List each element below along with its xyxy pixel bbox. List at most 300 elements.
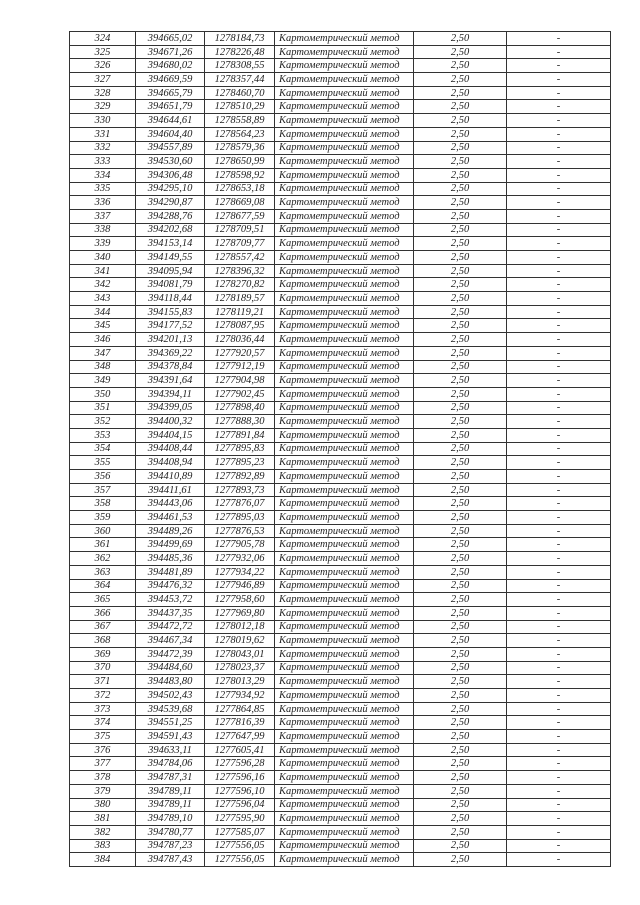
y-coordinate-cell: 1277932,06 xyxy=(205,552,275,566)
x-coordinate-cell: 394288,76 xyxy=(136,209,205,223)
accuracy-cell: 2,50 xyxy=(414,45,507,59)
description-cell: - xyxy=(507,743,611,757)
table-row xyxy=(70,305,611,319)
accuracy-cell: 2,50 xyxy=(414,675,507,689)
table-row xyxy=(70,209,611,223)
table-row xyxy=(70,374,611,388)
description-cell: - xyxy=(507,237,611,251)
method-cell: Картометрический метод xyxy=(275,278,414,292)
y-coordinate-cell: 1278460,70 xyxy=(205,86,275,100)
description-cell: - xyxy=(507,606,611,620)
accuracy-cell: 2,50 xyxy=(414,538,507,552)
point-number-cell: 329 xyxy=(70,100,136,114)
accuracy-cell: 2,50 xyxy=(414,620,507,634)
accuracy-cell: 2,50 xyxy=(414,825,507,839)
point-number-cell: 362 xyxy=(70,552,136,566)
table-row xyxy=(70,689,611,703)
y-coordinate-cell: 1278653,18 xyxy=(205,182,275,196)
point-number-cell: 355 xyxy=(70,456,136,470)
y-coordinate-cell: 1277876,07 xyxy=(205,497,275,511)
table-row xyxy=(70,196,611,210)
point-number-cell: 358 xyxy=(70,497,136,511)
y-coordinate-cell: 1277946,89 xyxy=(205,579,275,593)
table-row xyxy=(70,73,611,87)
x-coordinate-cell: 394306,48 xyxy=(136,168,205,182)
method-cell: Картометрический метод xyxy=(275,32,414,46)
point-number-cell: 371 xyxy=(70,675,136,689)
accuracy-cell: 2,50 xyxy=(414,86,507,100)
method-cell: Картометрический метод xyxy=(275,442,414,456)
accuracy-cell: 2,50 xyxy=(414,346,507,360)
x-coordinate-cell: 394484,60 xyxy=(136,661,205,675)
y-coordinate-cell: 1278012,18 xyxy=(205,620,275,634)
table-row xyxy=(70,237,611,251)
y-coordinate-cell: 1277905,78 xyxy=(205,538,275,552)
x-coordinate-cell: 394476,32 xyxy=(136,579,205,593)
accuracy-cell: 2,50 xyxy=(414,237,507,251)
accuracy-cell: 2,50 xyxy=(414,456,507,470)
accuracy-cell: 2,50 xyxy=(414,524,507,538)
x-coordinate-cell: 394410,89 xyxy=(136,470,205,484)
table-row xyxy=(70,127,611,141)
y-coordinate-cell: 1277969,80 xyxy=(205,606,275,620)
description-cell: - xyxy=(507,538,611,552)
method-cell: Картометрический метод xyxy=(275,155,414,169)
accuracy-cell: 2,50 xyxy=(414,593,507,607)
x-coordinate-cell: 394651,79 xyxy=(136,100,205,114)
x-coordinate-cell: 394472,72 xyxy=(136,620,205,634)
point-number-cell: 349 xyxy=(70,374,136,388)
description-cell: - xyxy=(507,784,611,798)
point-number-cell: 374 xyxy=(70,716,136,730)
table-row xyxy=(70,346,611,360)
description-cell: - xyxy=(507,333,611,347)
x-coordinate-cell: 394408,44 xyxy=(136,442,205,456)
accuracy-cell: 2,50 xyxy=(414,401,507,415)
accuracy-cell: 2,50 xyxy=(414,415,507,429)
method-cell: Картометрический метод xyxy=(275,757,414,771)
method-cell: Картометрический метод xyxy=(275,415,414,429)
table-row xyxy=(70,812,611,826)
accuracy-cell: 2,50 xyxy=(414,661,507,675)
method-cell: Картометрический метод xyxy=(275,565,414,579)
point-number-cell: 361 xyxy=(70,538,136,552)
y-coordinate-cell: 1277902,45 xyxy=(205,387,275,401)
description-cell: - xyxy=(507,511,611,525)
x-coordinate-cell: 394481,89 xyxy=(136,565,205,579)
method-cell: Картометрический метод xyxy=(275,251,414,265)
x-coordinate-cell: 394671,26 xyxy=(136,45,205,59)
x-coordinate-cell: 394680,02 xyxy=(136,59,205,73)
x-coordinate-cell: 394789,10 xyxy=(136,812,205,826)
description-cell: - xyxy=(507,702,611,716)
table-row xyxy=(70,634,611,648)
description-cell: - xyxy=(507,278,611,292)
method-cell: Картометрический метод xyxy=(275,73,414,87)
method-cell: Картометрический метод xyxy=(275,182,414,196)
accuracy-cell: 2,50 xyxy=(414,716,507,730)
method-cell: Картометрический метод xyxy=(275,593,414,607)
accuracy-cell: 2,50 xyxy=(414,470,507,484)
method-cell: Картометрический метод xyxy=(275,606,414,620)
point-number-cell: 373 xyxy=(70,702,136,716)
y-coordinate-cell: 1277898,40 xyxy=(205,401,275,415)
y-coordinate-cell: 1277895,03 xyxy=(205,511,275,525)
x-coordinate-cell: 394177,52 xyxy=(136,319,205,333)
x-coordinate-cell: 394202,68 xyxy=(136,223,205,237)
method-cell: Картометрический метод xyxy=(275,428,414,442)
y-coordinate-cell: 1278709,77 xyxy=(205,237,275,251)
table-row xyxy=(70,470,611,484)
table-row xyxy=(70,743,611,757)
point-number-cell: 325 xyxy=(70,45,136,59)
x-coordinate-cell: 394437,35 xyxy=(136,606,205,620)
description-cell: - xyxy=(507,771,611,785)
point-number-cell: 338 xyxy=(70,223,136,237)
x-coordinate-cell: 394485,36 xyxy=(136,552,205,566)
table-row xyxy=(70,853,611,867)
x-coordinate-cell: 394155,83 xyxy=(136,305,205,319)
method-cell: Картометрический метод xyxy=(275,538,414,552)
accuracy-cell: 2,50 xyxy=(414,730,507,744)
accuracy-cell: 2,50 xyxy=(414,278,507,292)
table-row xyxy=(70,825,611,839)
x-coordinate-cell: 394784,06 xyxy=(136,757,205,771)
point-number-cell: 366 xyxy=(70,606,136,620)
description-cell: - xyxy=(507,59,611,73)
description-cell: - xyxy=(507,620,611,634)
x-coordinate-cell: 394399,05 xyxy=(136,401,205,415)
method-cell: Картометрический метод xyxy=(275,360,414,374)
y-coordinate-cell: 1278308,55 xyxy=(205,59,275,73)
table-row xyxy=(70,182,611,196)
method-cell: Картометрический метод xyxy=(275,305,414,319)
y-coordinate-cell: 1278013,29 xyxy=(205,675,275,689)
x-coordinate-cell: 394153,14 xyxy=(136,237,205,251)
point-number-cell: 363 xyxy=(70,565,136,579)
description-cell: - xyxy=(507,839,611,853)
method-cell: Картометрический метод xyxy=(275,237,414,251)
y-coordinate-cell: 1277585,07 xyxy=(205,825,275,839)
y-coordinate-cell: 1278119,21 xyxy=(205,305,275,319)
y-coordinate-cell: 1278677,59 xyxy=(205,209,275,223)
point-number-cell: 356 xyxy=(70,470,136,484)
table-row xyxy=(70,223,611,237)
accuracy-cell: 2,50 xyxy=(414,442,507,456)
accuracy-cell: 2,50 xyxy=(414,73,507,87)
point-number-cell: 369 xyxy=(70,647,136,661)
method-cell: Картометрический метод xyxy=(275,483,414,497)
method-cell: Картометрический метод xyxy=(275,579,414,593)
point-number-cell: 376 xyxy=(70,743,136,757)
table-row xyxy=(70,278,611,292)
point-number-cell: 332 xyxy=(70,141,136,155)
description-cell: - xyxy=(507,168,611,182)
y-coordinate-cell: 1278510,29 xyxy=(205,100,275,114)
table-row xyxy=(70,565,611,579)
accuracy-cell: 2,50 xyxy=(414,771,507,785)
x-coordinate-cell: 394404,15 xyxy=(136,428,205,442)
accuracy-cell: 2,50 xyxy=(414,511,507,525)
point-number-cell: 382 xyxy=(70,825,136,839)
y-coordinate-cell: 1277891,84 xyxy=(205,428,275,442)
description-cell: - xyxy=(507,634,611,648)
method-cell: Картометрический метод xyxy=(275,853,414,867)
method-cell: Картометрический метод xyxy=(275,511,414,525)
accuracy-cell: 2,50 xyxy=(414,168,507,182)
accuracy-cell: 2,50 xyxy=(414,757,507,771)
y-coordinate-cell: 1278023,37 xyxy=(205,661,275,675)
y-coordinate-cell: 1278598,92 xyxy=(205,168,275,182)
description-cell: - xyxy=(507,497,611,511)
accuracy-cell: 2,50 xyxy=(414,141,507,155)
method-cell: Картометрический метод xyxy=(275,716,414,730)
method-cell: Картометрический метод xyxy=(275,127,414,141)
table-row xyxy=(70,784,611,798)
description-cell: - xyxy=(507,757,611,771)
table-row xyxy=(70,442,611,456)
table-row xyxy=(70,360,611,374)
table-row xyxy=(70,401,611,415)
accuracy-cell: 2,50 xyxy=(414,114,507,128)
description-cell: - xyxy=(507,565,611,579)
table-row xyxy=(70,141,611,155)
accuracy-cell: 2,50 xyxy=(414,634,507,648)
y-coordinate-cell: 1278564,23 xyxy=(205,127,275,141)
accuracy-cell: 2,50 xyxy=(414,743,507,757)
method-cell: Картометрический метод xyxy=(275,675,414,689)
table-row xyxy=(70,552,611,566)
description-cell: - xyxy=(507,387,611,401)
accuracy-cell: 2,50 xyxy=(414,702,507,716)
table-row xyxy=(70,387,611,401)
x-coordinate-cell: 394502,43 xyxy=(136,689,205,703)
point-number-cell: 380 xyxy=(70,798,136,812)
point-number-cell: 353 xyxy=(70,428,136,442)
description-cell: - xyxy=(507,182,611,196)
y-coordinate-cell: 1277556,05 xyxy=(205,853,275,867)
table-row xyxy=(70,45,611,59)
point-number-cell: 330 xyxy=(70,114,136,128)
x-coordinate-cell: 394467,34 xyxy=(136,634,205,648)
method-cell: Картометрический метод xyxy=(275,114,414,128)
table-row xyxy=(70,264,611,278)
accuracy-cell: 2,50 xyxy=(414,100,507,114)
x-coordinate-cell: 394787,31 xyxy=(136,771,205,785)
method-cell: Картометрический метод xyxy=(275,839,414,853)
accuracy-cell: 2,50 xyxy=(414,374,507,388)
accuracy-cell: 2,50 xyxy=(414,428,507,442)
point-number-cell: 335 xyxy=(70,182,136,196)
document-page xyxy=(69,31,604,867)
y-coordinate-cell: 1278650,99 xyxy=(205,155,275,169)
x-coordinate-cell: 394095,94 xyxy=(136,264,205,278)
description-cell: - xyxy=(507,483,611,497)
method-cell: Картометрический метод xyxy=(275,223,414,237)
description-cell: - xyxy=(507,360,611,374)
y-coordinate-cell: 1277556,05 xyxy=(205,839,275,853)
y-coordinate-cell: 1278226,48 xyxy=(205,45,275,59)
description-cell: - xyxy=(507,45,611,59)
accuracy-cell: 2,50 xyxy=(414,182,507,196)
description-cell: - xyxy=(507,689,611,703)
table-row xyxy=(70,620,611,634)
accuracy-cell: 2,50 xyxy=(414,689,507,703)
description-cell: - xyxy=(507,292,611,306)
description-cell: - xyxy=(507,196,611,210)
table-row xyxy=(70,168,611,182)
accuracy-cell: 2,50 xyxy=(414,798,507,812)
point-number-cell: 333 xyxy=(70,155,136,169)
y-coordinate-cell: 1278043,01 xyxy=(205,647,275,661)
accuracy-cell: 2,50 xyxy=(414,251,507,265)
method-cell: Картометрический метод xyxy=(275,497,414,511)
x-coordinate-cell: 394591,43 xyxy=(136,730,205,744)
description-cell: - xyxy=(507,141,611,155)
description-cell: - xyxy=(507,415,611,429)
method-cell: Картометрический метод xyxy=(275,702,414,716)
accuracy-cell: 2,50 xyxy=(414,333,507,347)
method-cell: Картометрический метод xyxy=(275,45,414,59)
method-cell: Картометрический метод xyxy=(275,196,414,210)
method-cell: Картометрический метод xyxy=(275,59,414,73)
x-coordinate-cell: 394118,44 xyxy=(136,292,205,306)
x-coordinate-cell: 394665,02 xyxy=(136,32,205,46)
x-coordinate-cell: 394295,10 xyxy=(136,182,205,196)
x-coordinate-cell: 394149,55 xyxy=(136,251,205,265)
x-coordinate-cell: 394530,60 xyxy=(136,155,205,169)
table-row xyxy=(70,100,611,114)
table-row xyxy=(70,59,611,73)
table-row xyxy=(70,798,611,812)
description-cell: - xyxy=(507,73,611,87)
point-number-cell: 347 xyxy=(70,346,136,360)
accuracy-cell: 2,50 xyxy=(414,579,507,593)
accuracy-cell: 2,50 xyxy=(414,223,507,237)
method-cell: Картометрический метод xyxy=(275,689,414,703)
table-row xyxy=(70,716,611,730)
y-coordinate-cell: 1277647,99 xyxy=(205,730,275,744)
method-cell: Картометрический метод xyxy=(275,100,414,114)
method-cell: Картометрический метод xyxy=(275,346,414,360)
accuracy-cell: 2,50 xyxy=(414,360,507,374)
point-number-cell: 372 xyxy=(70,689,136,703)
table-row xyxy=(70,497,611,511)
description-cell: - xyxy=(507,825,611,839)
x-coordinate-cell: 394489,26 xyxy=(136,524,205,538)
point-number-cell: 324 xyxy=(70,32,136,46)
method-cell: Картометрический метод xyxy=(275,784,414,798)
description-cell: - xyxy=(507,305,611,319)
accuracy-cell: 2,50 xyxy=(414,155,507,169)
method-cell: Картометрический метод xyxy=(275,456,414,470)
description-cell: - xyxy=(507,32,611,46)
point-number-cell: 340 xyxy=(70,251,136,265)
point-number-cell: 368 xyxy=(70,634,136,648)
description-cell: - xyxy=(507,100,611,114)
description-cell: - xyxy=(507,730,611,744)
x-coordinate-cell: 394787,23 xyxy=(136,839,205,853)
point-number-cell: 336 xyxy=(70,196,136,210)
point-number-cell: 350 xyxy=(70,387,136,401)
accuracy-cell: 2,50 xyxy=(414,59,507,73)
description-cell: - xyxy=(507,470,611,484)
y-coordinate-cell: 1278087,95 xyxy=(205,319,275,333)
description-cell: - xyxy=(507,264,611,278)
x-coordinate-cell: 394472,39 xyxy=(136,647,205,661)
x-coordinate-cell: 394789,11 xyxy=(136,798,205,812)
y-coordinate-cell: 1277596,16 xyxy=(205,771,275,785)
method-cell: Картометрический метод xyxy=(275,401,414,415)
description-cell: - xyxy=(507,552,611,566)
x-coordinate-cell: 394499,69 xyxy=(136,538,205,552)
y-coordinate-cell: 1277595,90 xyxy=(205,812,275,826)
method-cell: Картометрический метод xyxy=(275,264,414,278)
point-number-cell: 352 xyxy=(70,415,136,429)
description-cell: - xyxy=(507,86,611,100)
method-cell: Картометрический метод xyxy=(275,730,414,744)
method-cell: Картометрический метод xyxy=(275,86,414,100)
point-number-cell: 359 xyxy=(70,511,136,525)
accuracy-cell: 2,50 xyxy=(414,606,507,620)
x-coordinate-cell: 394557,89 xyxy=(136,141,205,155)
y-coordinate-cell: 1277934,92 xyxy=(205,689,275,703)
accuracy-cell: 2,50 xyxy=(414,305,507,319)
table-row xyxy=(70,593,611,607)
y-coordinate-cell: 1277895,83 xyxy=(205,442,275,456)
y-coordinate-cell: 1278709,51 xyxy=(205,223,275,237)
table-row xyxy=(70,456,611,470)
accuracy-cell: 2,50 xyxy=(414,209,507,223)
y-coordinate-cell: 1277892,89 xyxy=(205,470,275,484)
description-cell: - xyxy=(507,716,611,730)
point-number-cell: 364 xyxy=(70,579,136,593)
accuracy-cell: 2,50 xyxy=(414,812,507,826)
table-row xyxy=(70,661,611,675)
description-cell: - xyxy=(507,661,611,675)
y-coordinate-cell: 1277888,30 xyxy=(205,415,275,429)
method-cell: Картометрический метод xyxy=(275,771,414,785)
point-number-cell: 354 xyxy=(70,442,136,456)
method-cell: Картометрический метод xyxy=(275,647,414,661)
description-cell: - xyxy=(507,853,611,867)
table-row xyxy=(70,538,611,552)
table-row xyxy=(70,32,611,46)
point-number-cell: 334 xyxy=(70,168,136,182)
table-row xyxy=(70,483,611,497)
table-row xyxy=(70,333,611,347)
point-number-cell: 327 xyxy=(70,73,136,87)
table-row xyxy=(70,675,611,689)
description-cell: - xyxy=(507,346,611,360)
description-cell: - xyxy=(507,798,611,812)
method-cell: Картометрический метод xyxy=(275,387,414,401)
method-cell: Картометрический метод xyxy=(275,552,414,566)
point-number-cell: 378 xyxy=(70,771,136,785)
method-cell: Картометрический метод xyxy=(275,743,414,757)
point-number-cell: 345 xyxy=(70,319,136,333)
accuracy-cell: 2,50 xyxy=(414,387,507,401)
y-coordinate-cell: 1278189,57 xyxy=(205,292,275,306)
x-coordinate-cell: 394443,06 xyxy=(136,497,205,511)
table-row xyxy=(70,839,611,853)
method-cell: Картометрический метод xyxy=(275,798,414,812)
y-coordinate-cell: 1278270,82 xyxy=(205,278,275,292)
table-row xyxy=(70,771,611,785)
table-row xyxy=(70,292,611,306)
x-coordinate-cell: 394378,84 xyxy=(136,360,205,374)
y-coordinate-cell: 1278036,44 xyxy=(205,333,275,347)
